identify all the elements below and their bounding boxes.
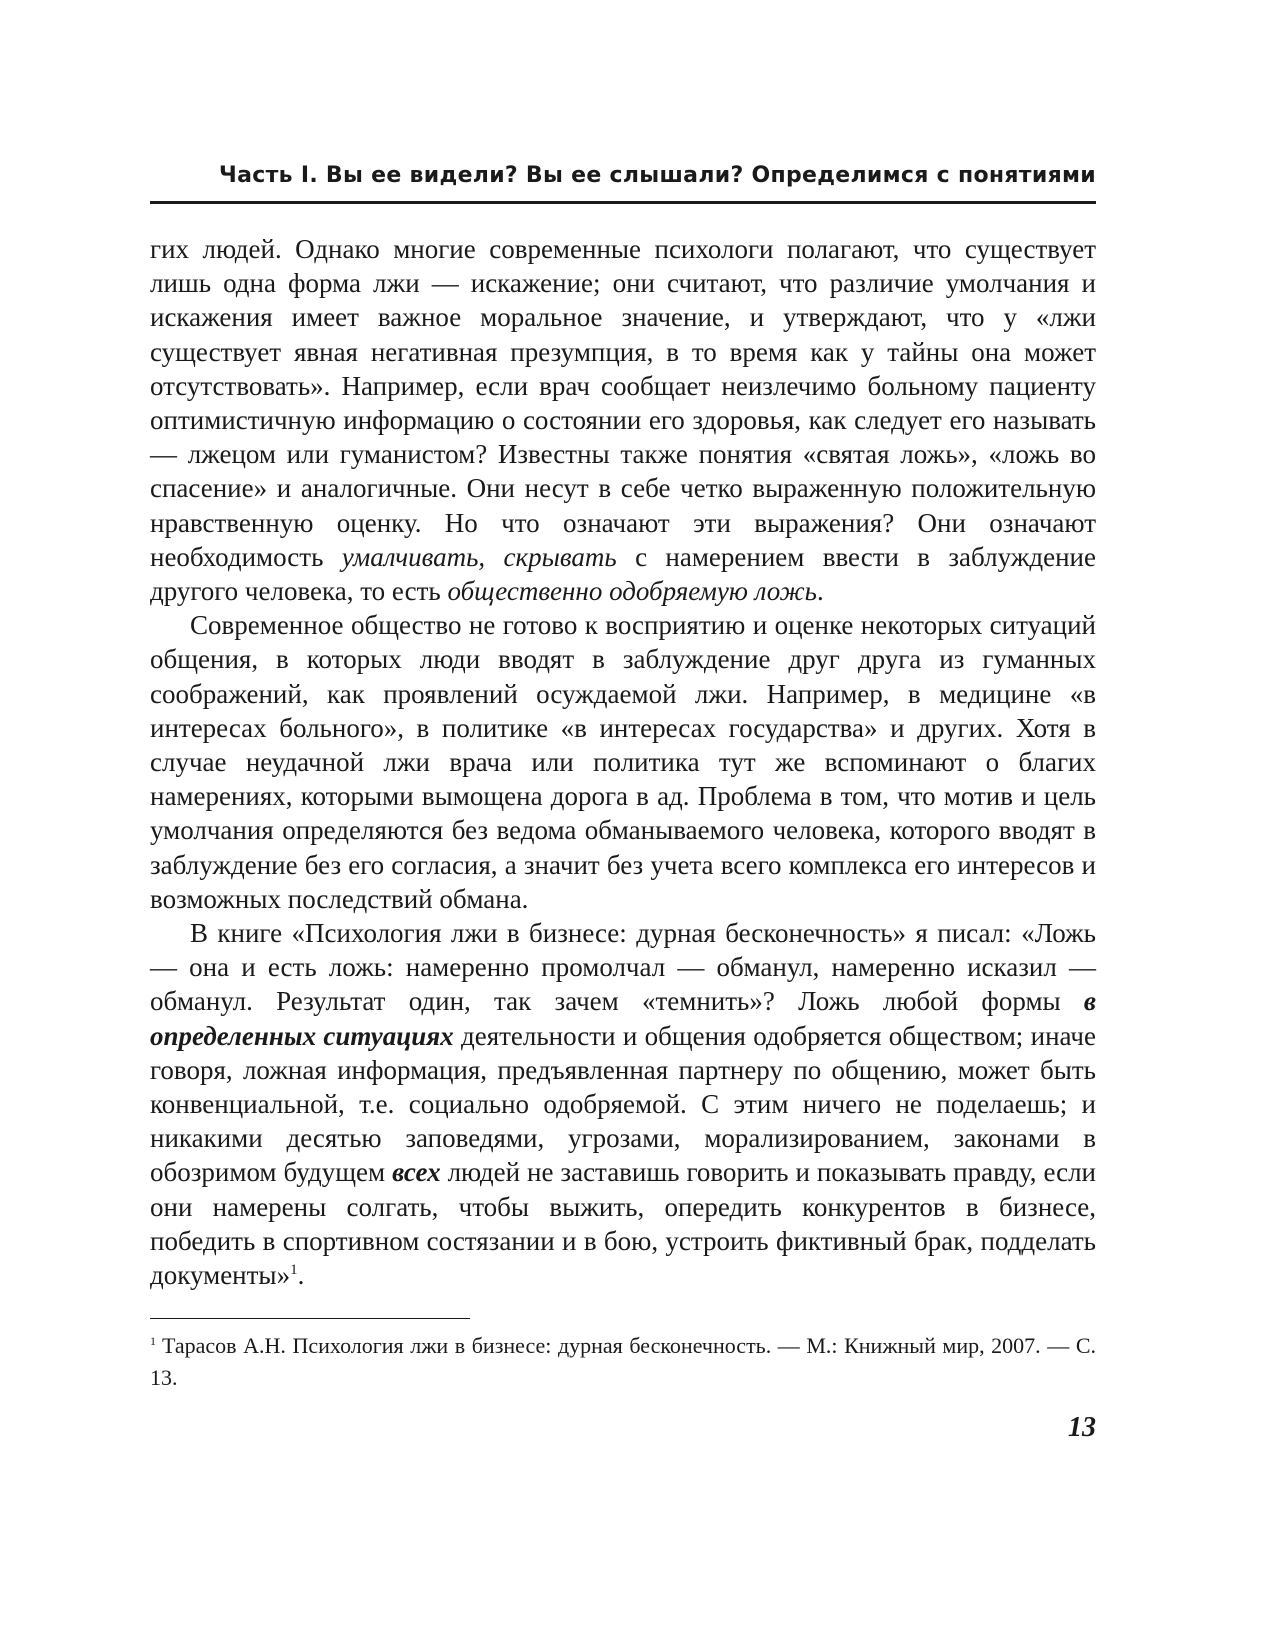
italic-run: умалчивать, скрывать	[341, 541, 617, 572]
text-run: .	[816, 576, 824, 607]
text-run: с намерением ввести в заблуждение другого человека, то есть	[150, 541, 1096, 607]
footnote-marker: 1	[150, 1333, 156, 1348]
bold-italic-run: в определенных ситуациях	[150, 986, 1096, 1051]
footnote-rule	[150, 1318, 470, 1319]
main-text	[150, 232, 1096, 1292]
text-run: В книге «Психология лжи в бизнесе: дурная бесконечность» я писал: «Ложь — она и есть ложь: намеренно промолчал — обманул, намеренно исказил — обманул. Результат один, так зачем «темнить»? Ложь любой формы	[150, 918, 1096, 1017]
page-number: 13	[1068, 1412, 1096, 1443]
text-run: людей не заставишь говорить и показывать правду, если они намерены солгать, чтобы выжить, опередить конкурентов в бизнесе, победить в спортивном состязании и в бою, устроить фиктивный брак, подделать документы»	[150, 1157, 1097, 1291]
footnote-reference[interactable]: 1	[290, 1262, 298, 1279]
footnote	[150, 1330, 1096, 1394]
text-run: .	[297, 1260, 305, 1291]
running-head: Часть I. Вы ее видели? Вы ее слышали? Определимся с понятиями	[219, 163, 1096, 188]
text-run: гих людей. Однако многие современные психологи полагают, что существует лишь одна форма лжи — искажение; они считают, что различие умолчания и искажения имеет важное моральное значение, и утверждают, что у «лжи существует явная негативная презумпция, в то время как у тайны она может отсутствовать». Например, если врач сообщает неизлечимо больному пациенту оптимистичную информацию о состоянии его здоровья, как следует его называть — лжецом или гуманистом? Известны также понятия «святая ложь», «ложь во спасение» и аналогичные. Они несут в себе четко выраженную положительную нравственную оценку. Но что означают эти выражения? Они означают необходимость	[150, 234, 1096, 572]
bold-italic-run: всех	[392, 1157, 441, 1188]
header-rule	[150, 201, 1096, 204]
text-run: деятельности и общения одобряется обществом; иначе говоря, ложная информация, предъявленная партнеру по общению, может быть конвенциальной, т.е. социально одобряемой. С этим ничего не поделаешь; и никакими десятью заповедями, угрозами, морализированием, законами в обозримом будущем	[150, 1020, 1096, 1188]
footnote-text: Тарасов А.Н. Психология лжи в бизнесе: дурная бесконечность. — М.: Книжный мир, 2007. — С. 13.	[150, 1333, 1096, 1390]
paragraph-2	[150, 608, 1096, 916]
italic-run: общественно одобряемую ложь	[447, 576, 817, 607]
paragraph-1	[150, 232, 1096, 608]
paragraph-3	[150, 916, 1096, 1292]
text-run: Современное общество не готово к восприятию и оценке некоторых ситуаций общения, в которых люди вводят в заблуждение друг друга из гуманных соображений, как проявлений осуждаемой лжи. Например, в медицине «в интересах больного», в политике «в интересах государства» и других. Хотя в случае неудачной лжи врача или политика тут же вспоминают о благих намерениях, которыми вымощена дорога в ад. Проблема в том, что мотив и цель умолчания определяются без ведома обманываемого человека, которого вводят в заблуждение без его согласия, а значит без учета всего комплекса его интересов и возможных последствий обмана.	[150, 610, 1096, 914]
